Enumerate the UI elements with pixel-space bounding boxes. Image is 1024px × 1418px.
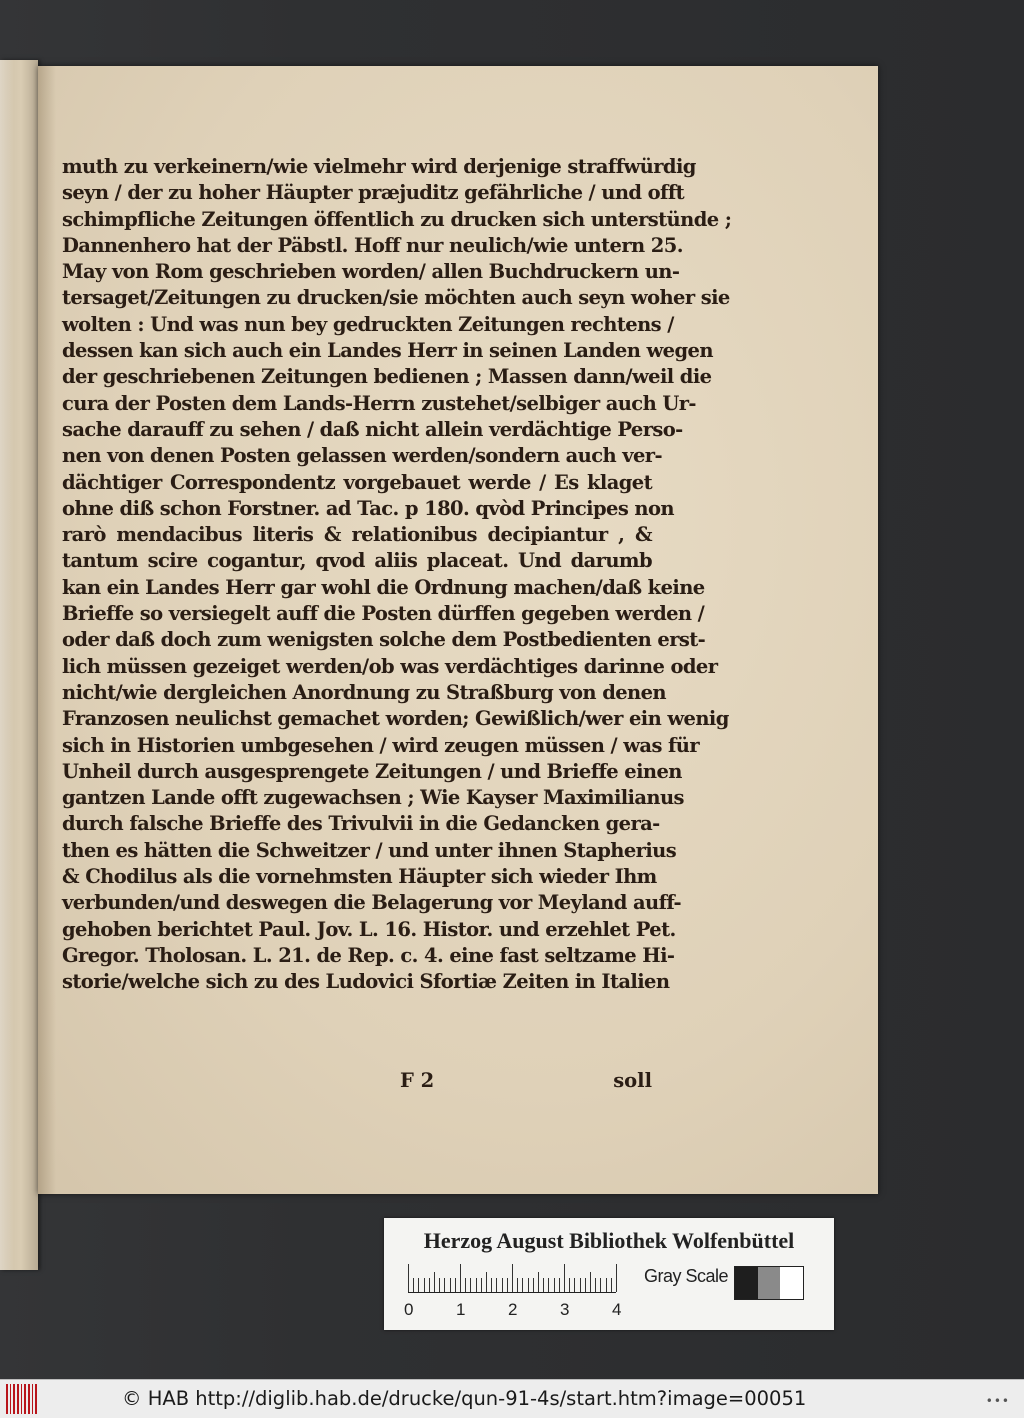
text-line: nen von denen Posten gelassen werden/sondern auch ver- <box>62 444 662 468</box>
ruler-tick <box>522 1278 523 1292</box>
ruler-tick <box>528 1278 529 1292</box>
hab-logo-icon <box>6 1384 44 1414</box>
ruler-number: 2 <box>508 1300 518 1319</box>
text-line: tersaget/Zeitungen zu drucken/sie möchten auch seyn woher sie <box>62 286 730 310</box>
ruler-tick <box>569 1278 570 1292</box>
gray-patch <box>780 1267 803 1299</box>
logo-bar <box>10 1384 11 1414</box>
logo-bar <box>21 1384 22 1414</box>
text-line: tantum scire cogantur, qvod aliis placeat. Und darumb <box>62 549 652 573</box>
text-line: sache darauff zu sehen / daß nicht allein verdächtige Perso- <box>62 417 683 441</box>
ruler-tick <box>517 1278 518 1292</box>
logo-bar <box>28 1384 30 1414</box>
ruler-tick <box>476 1278 477 1292</box>
ruler-tick <box>606 1278 607 1292</box>
ruler-tick <box>616 1264 617 1292</box>
ruler-tick <box>595 1278 596 1292</box>
text-line: May von Rom geschrieben worden/ allen Buchdruckern un- <box>62 260 680 284</box>
ruler-tick <box>559 1278 560 1292</box>
ruler-number: 4 <box>612 1300 622 1319</box>
text-line: verbunden/und deswegen die Belagerung vor Meyland auff- <box>62 891 681 915</box>
page-footer <box>62 1069 652 1095</box>
scale-ruler <box>408 1264 616 1293</box>
ruler-tick <box>470 1278 471 1292</box>
text-line: kan ein Landes Herr gar wohl die Ordnung machen/daß keine <box>62 575 705 599</box>
text-line: & Chodilus als die vornehmsten Häupter sich wieder Ihm <box>62 865 657 889</box>
ruler-tick <box>486 1272 487 1292</box>
text-line: ohne diß schon Forstner. ad Tac. p 180. qvòd Principes non <box>62 496 674 520</box>
copyright-url[interactable]: © HAB http://diglib.hab.de/drucke/qun-91-4s/start.htm?image=00051 <box>122 1387 807 1410</box>
text-line: seyn / der zu hoher Häupter præjuditz gefährliche / und offt <box>62 181 685 205</box>
ruler-tick <box>408 1264 409 1292</box>
body-text <box>62 154 732 996</box>
ruler-number: 3 <box>560 1300 570 1319</box>
gray-scale-label: Gray Scale <box>644 1266 729 1286</box>
ruler-tick <box>439 1278 440 1292</box>
ruler-tick <box>512 1264 513 1292</box>
text-line: sich in Historien umbgesehen / wird zeugen müssen / was für <box>62 733 700 757</box>
document-page <box>38 66 878 1194</box>
logo-bar <box>13 1384 15 1414</box>
text-line: nicht/wie dergleichen Anordnung zu Straßburg von denen <box>62 680 666 704</box>
ruler-tick <box>434 1272 435 1292</box>
text-line: cura der Posten dem Lands-Herrn zustehet/selbiger auch Ur- <box>62 391 696 415</box>
ruler-tick <box>543 1278 544 1292</box>
text-line: lich müssen gezeiget werden/ob was verdächtiges darinne oder <box>62 654 718 678</box>
ruler-tick <box>418 1278 419 1292</box>
ruler-tick <box>611 1278 612 1292</box>
text-line: dessen kan sich auch ein Landes Herr in seinen Landen wegen <box>62 339 713 363</box>
ruler-number: 0 <box>404 1300 414 1319</box>
page-fold-shadow <box>0 60 14 1270</box>
text-line: Unheil durch ausgesprengete Zeitungen / und Brieffe einen <box>62 759 682 783</box>
more-icon[interactable]: ••• <box>985 1394 1010 1408</box>
ruler-tick <box>590 1272 591 1292</box>
ruler-tick <box>481 1278 482 1292</box>
ruler-tick <box>580 1278 581 1292</box>
gray-scale-swatch <box>734 1266 804 1300</box>
text-line: dächtiger Correspondentz vorgebauet werde / Es klaget <box>62 470 652 494</box>
gray-patch <box>735 1267 758 1299</box>
ruler-tick <box>424 1278 425 1292</box>
ruler-tick <box>548 1278 549 1292</box>
text-line: durch falsche Brieffe des Trivulvii in die Gedancken gera- <box>62 812 660 836</box>
text-line: der geschriebenen Zeitungen bedienen ; Massen dann/weil die <box>62 365 712 389</box>
text-line: storie/welche sich zu des Ludovici Sfortiæ Zeiten in Italien <box>62 970 670 994</box>
logo-bar <box>6 1384 8 1414</box>
text-line: gantzen Lande offt zugewachsen ; Wie Kayser Maximilianus <box>62 786 684 810</box>
ruler-tick <box>455 1278 456 1292</box>
library-name: Herzog August Bibliothek Wolfenbüttel <box>423 1228 795 1253</box>
previous-page-edge <box>0 60 38 1270</box>
ruler-tick <box>574 1278 575 1292</box>
text-line: then es hätten die Schweitzer / und unter ihnen Stapherius <box>62 838 677 862</box>
ruler-tick <box>450 1278 451 1292</box>
logo-bar <box>24 1384 26 1414</box>
ruler-tick <box>538 1272 539 1292</box>
signature-mark: F 2 <box>400 1069 435 1092</box>
text-line: rarò mendacibus literis & relationibus decipiantur , & <box>62 523 652 547</box>
status-bar <box>0 1379 1024 1418</box>
library-color-label <box>384 1218 834 1330</box>
text-line: Franzosen neulichst gemachet worden; Gewißlich/wer ein wenig <box>62 707 729 731</box>
logo-bar <box>17 1384 19 1414</box>
ruler-tick <box>533 1278 534 1292</box>
text-line: schimpfliche Zeitungen öffentlich zu drucken sich unterstünde ; <box>62 207 732 231</box>
ruler-tick <box>460 1264 461 1292</box>
text-line: Gregor. Tholosan. L. 21. de Rep. c. 4. eine fast seltzame Hi- <box>62 943 675 967</box>
text-line: Dannenhero hat der Päbstl. Hoff nur neulich/wie untern 25. <box>62 233 683 257</box>
ruler-tick <box>554 1278 555 1292</box>
ruler-tick <box>491 1278 492 1292</box>
ruler-tick <box>502 1278 503 1292</box>
ruler-tick <box>465 1278 466 1292</box>
logo-bar <box>35 1384 37 1414</box>
ruler-tick <box>429 1278 430 1292</box>
text-line: muth zu verkeinern/wie vielmehr wird derjenige straffwürdig <box>62 155 696 178</box>
ruler-tick <box>585 1278 586 1292</box>
logo-bar <box>32 1384 33 1414</box>
ruler-number: 1 <box>456 1300 466 1319</box>
ruler-tick <box>413 1278 414 1292</box>
text-line: oder daß doch zum wenigsten solche dem Postbedienten erst- <box>62 628 706 652</box>
text-line: gehoben berichtet Paul. Jov. L. 16. Histor. und erzehlet Pet. <box>62 917 676 941</box>
text-line: Brieffe so versiegelt auff die Posten dürffen gegeben werden / <box>62 602 705 626</box>
text-line: wolten : Und was nun bey gedruckten Zeitungen rechtens / <box>62 312 674 336</box>
gray-patch <box>758 1267 781 1299</box>
ruler-tick <box>600 1278 601 1292</box>
ruler-tick <box>496 1278 497 1292</box>
ruler-tick <box>564 1264 565 1292</box>
ruler-tick <box>444 1278 445 1292</box>
ruler-tick <box>507 1278 508 1292</box>
catchword: soll <box>613 1069 652 1092</box>
